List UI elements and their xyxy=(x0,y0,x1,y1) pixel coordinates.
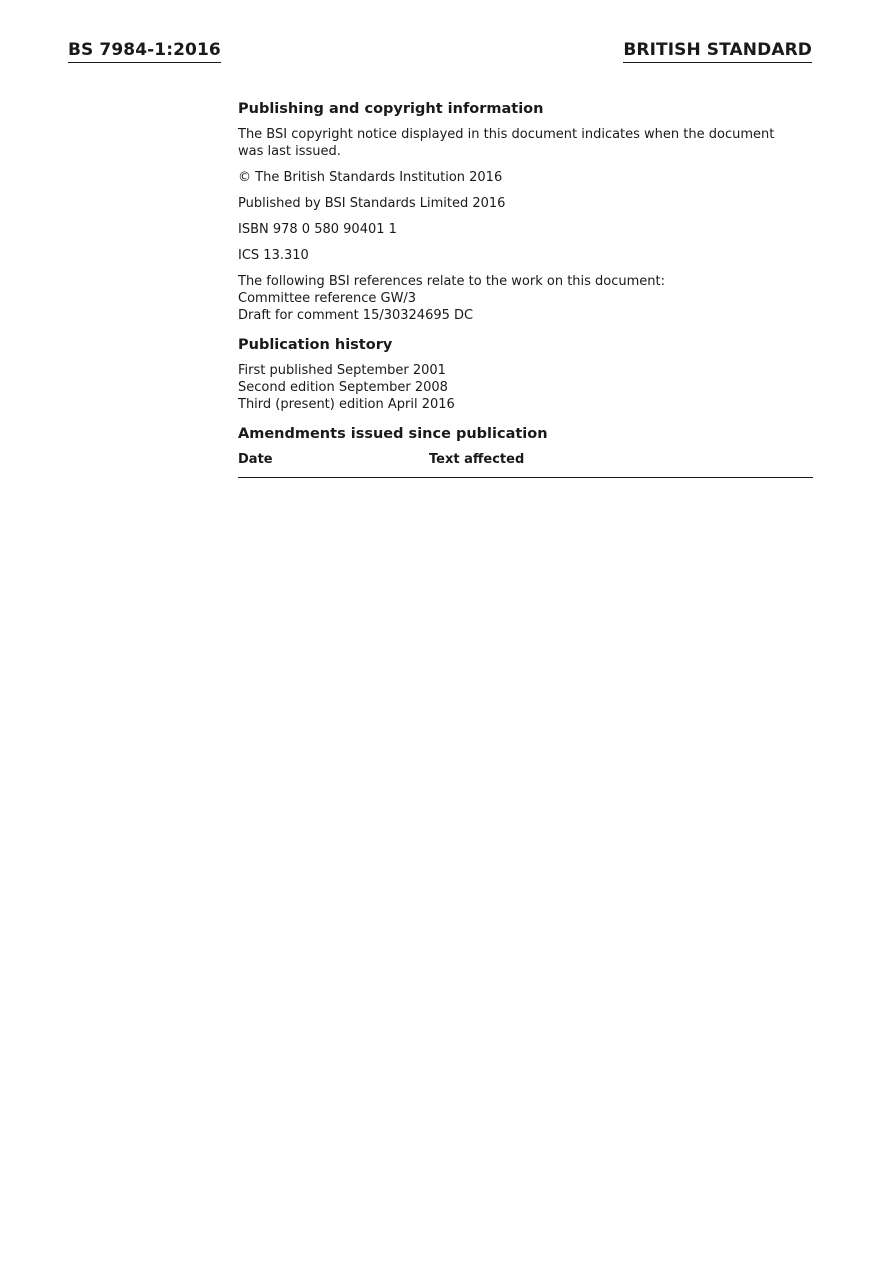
ics-line: ICS 13.310 xyxy=(238,248,309,263)
committee-reference: Committee reference GW/3 xyxy=(238,291,417,306)
amendments-heading: Amendments issued since publication xyxy=(238,426,548,442)
history-line-first: First published September 2001 xyxy=(238,363,446,378)
column-header-text-affected: Text affected xyxy=(429,452,525,467)
british-standard-header: BRITISH STANDARD xyxy=(623,40,812,63)
history-line-third: Third (present) edition April 2016 xyxy=(238,397,455,412)
publication-history-heading: Publication history xyxy=(238,337,393,353)
draft-for-comment: Draft for comment 15/30324695 DC xyxy=(238,308,474,323)
isbn-line: ISBN 978 0 580 90401 1 xyxy=(238,222,397,237)
main-content xyxy=(238,100,813,478)
bsi-references-paragraph xyxy=(238,273,813,324)
publishing-heading: Publishing and copyright information xyxy=(238,101,544,117)
publication-history-list xyxy=(238,362,813,413)
column-header-date: Date xyxy=(238,452,273,467)
copyright-line: © The British Standards Institution 2016 xyxy=(238,170,503,185)
references-intro: The following BSI references relate to the work on this document: xyxy=(238,274,666,289)
standard-number-header: BS 7984-1:2016 xyxy=(68,40,221,63)
notice-line-1: The BSI copyright notice displayed in this document indicates when the document xyxy=(238,127,775,142)
notice-line-2: was last issued. xyxy=(238,144,341,159)
copyright-notice-paragraph xyxy=(238,126,813,160)
history-line-second: Second edition September 2008 xyxy=(238,380,448,395)
published-by-line: Published by BSI Standards Limited 2016 xyxy=(238,196,506,211)
amendments-table-header xyxy=(238,451,813,478)
